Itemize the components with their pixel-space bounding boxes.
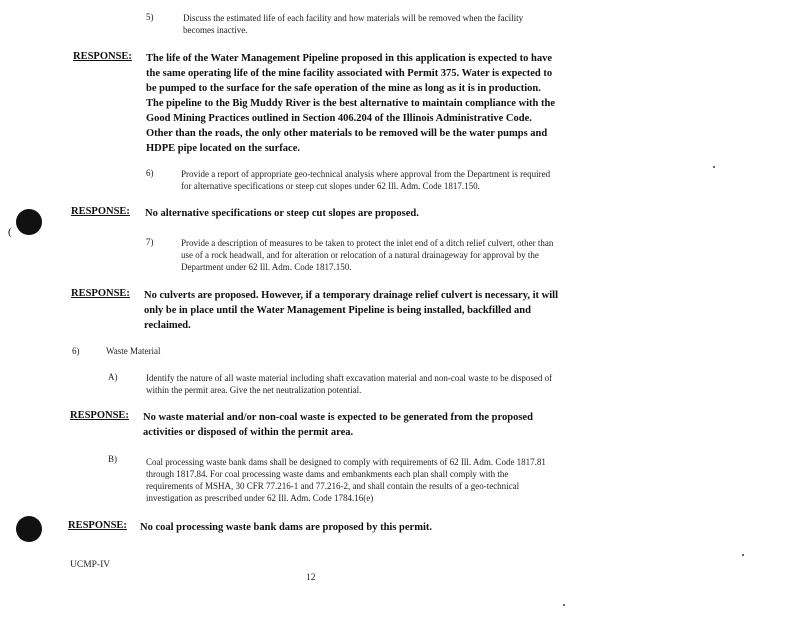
item-6-response: No alternative specifications or steep cut slopes are proposed.	[145, 208, 419, 219]
item-7-response: No culverts are proposed. However, if a temporary drainage relief culvert is necessary, it will only be in place until the Water Management Pipeline is being installed, backfilled and reclaimed.	[144, 290, 558, 331]
item-5-response-label: RESPONSE:	[73, 51, 132, 62]
scan-speck	[713, 166, 715, 168]
section-6-title: Waste Material	[106, 346, 161, 356]
item-b-text: Coal processing waste bank dams shall be designed to comply with requirements of 62 Ill. Adm. Code 1817.81 through 1817.84. For coal processing waste dams and embankments each plan shall comply with the requirements of MSHA, 30 CFR 77.216-1 and 77.216-2, and shall contain the results of a geo-technical investigation as prescribed under 62 Ill. Adm. Code 1784.16(e)	[146, 457, 546, 503]
item-a-response: No waste material and/or non-coal waste is expected to be generated from the proposed activities or disposed of within the permit area.	[143, 412, 533, 438]
item-5-text: Discuss the estimated life of each facility and how materials will be removed when the facility becomes inactive.	[183, 13, 524, 35]
item-a-response-label: RESPONSE:	[70, 410, 129, 421]
item-b-number: B)	[108, 454, 117, 464]
item-7-text: Provide a description of measures to be taken to protect the inlet end of a ditch relief culvert, other than use of a rock headwall, and for alteration or relocation of a natural drainageway for approval by the Department under 62 Ill. Adm. Code 1817.150.	[181, 238, 554, 272]
item-7-number: 7)	[146, 237, 154, 247]
margin-mark: (	[8, 226, 12, 238]
item-a-number: A)	[108, 372, 118, 382]
item-5-number: 5)	[146, 12, 154, 22]
scan-speck	[563, 604, 565, 606]
item-a-text: Identify the nature of all waste material including shaft excavation material and non-coal waste to be disposed of within the permit area. Give the net neutralization potential.	[146, 373, 553, 395]
item-b-response: No coal processing waste bank dams are proposed by this permit.	[140, 522, 432, 533]
section-6-number: 6)	[72, 346, 80, 356]
binder-hole-top	[16, 209, 42, 235]
item-6-response-label: RESPONSE:	[71, 206, 130, 217]
item-6-text: Provide a report of appropriate geo-technical analysis where approval from the Department is required for alternative specifications or steep cut slopes under 62 Ill. Adm. Code 1817.150.	[181, 169, 551, 191]
binder-hole-bottom	[16, 516, 42, 542]
item-7-response-label: RESPONSE:	[71, 288, 130, 299]
footer-doc-id: UCMP-IV	[70, 560, 111, 570]
item-6-number: 6)	[146, 168, 154, 178]
scan-speck	[742, 554, 744, 556]
page-number: 12	[306, 573, 316, 583]
item-b-response-label: RESPONSE:	[68, 520, 127, 531]
item-5-response: The life of the Water Management Pipeline proposed in this application is expected to have the same operating life of the mine facility associated with Permit 375. Water is expected to be pumped to the surface for the safe operation of the mine as long as it is in production. The pipeline to the Big Muddy River is the best alternative to maintain compliance with the Good Mining Practices outlined in Section 406.204 of the Illinois Administrative Code. Other than the roads, the only other materials to be removed will be the water pumps and HDPE pipe located on the surface.	[146, 53, 556, 154]
